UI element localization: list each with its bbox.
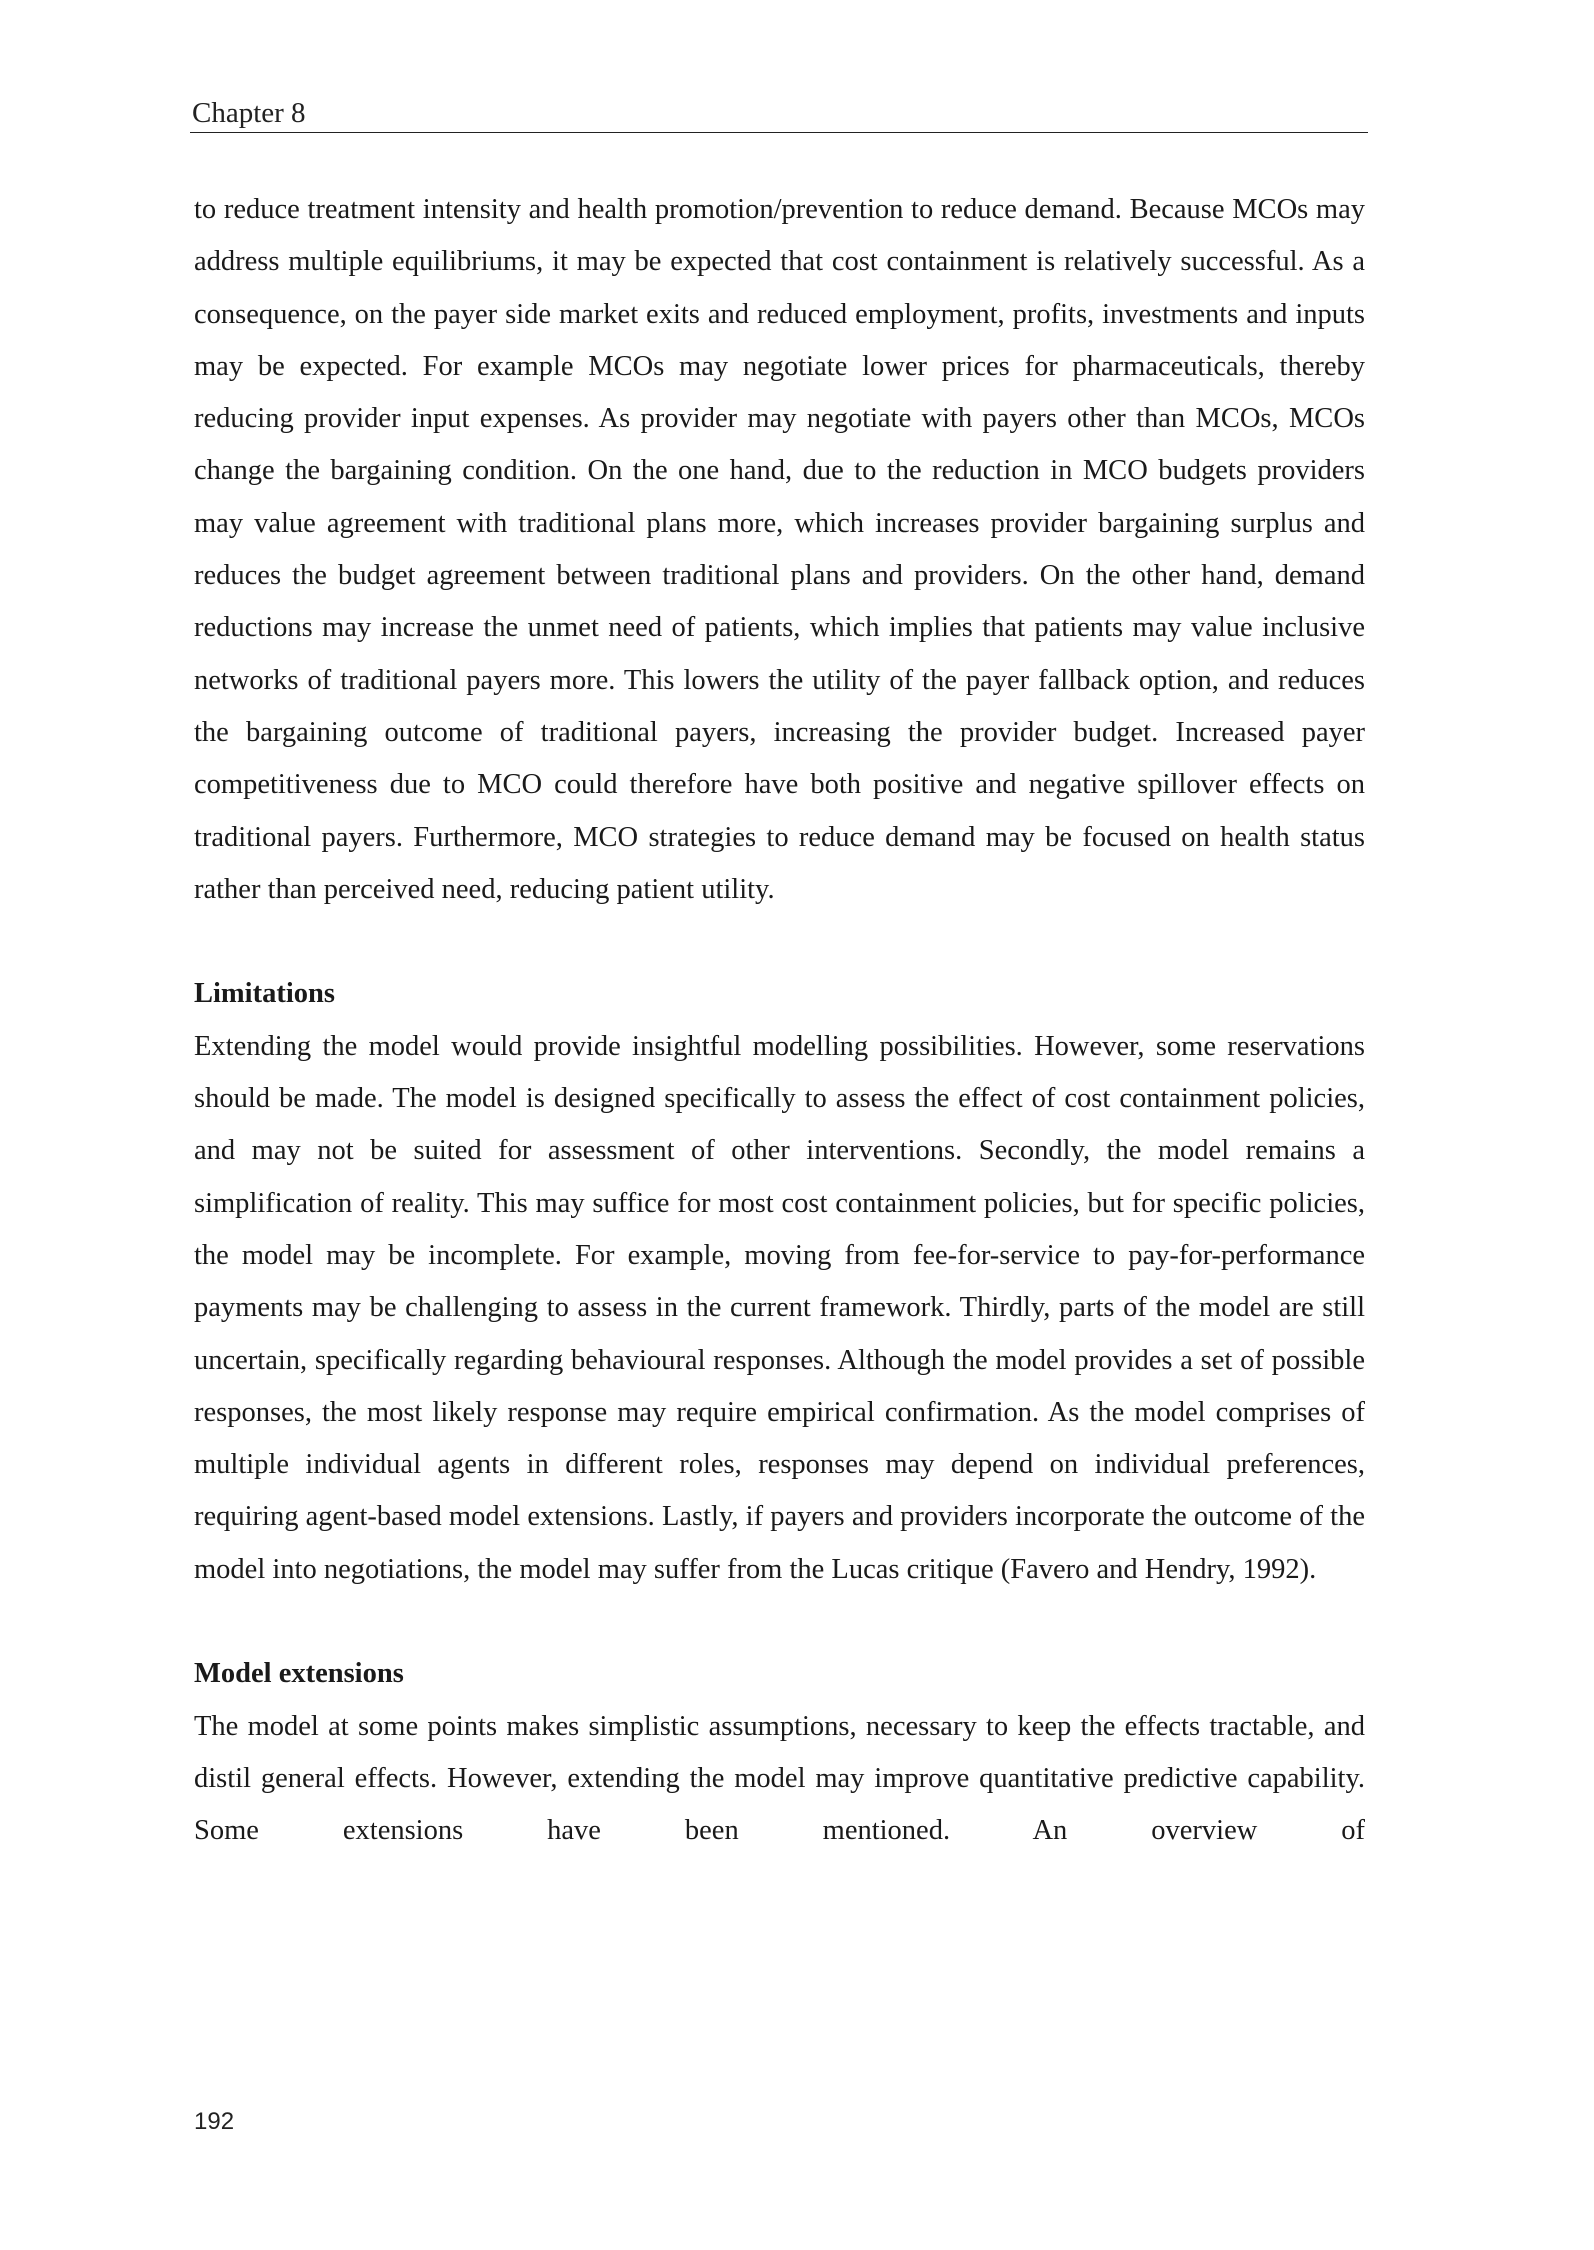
- paragraph-spacer: [194, 1596, 1365, 1648]
- body-paragraph-2: Extending the model would provide insightful modelling possibilities. However, some reservations should be made. The model is designed specifically to assess the effect of cost containment policies, and may not be suited for assessment of other interventions. Secondly, the model remains a simplification of reality. This may suffice for most cost containment policies, but for specific policies, the model may be incomplete. For example, moving from fee-for-service to pay-for-performance payments may be challenging to assess in the current framework. Thirdly, parts of the model are still uncertain, specifically regarding behavioural responses. Although the model provides a set of possible responses, the most likely response may require empirical confirmation. As the model comprises of multiple individual agents in different roles, responses may depend on individual preferences, requiring agent-based model extensions. Lastly, if payers and providers incorporate the outcome of the model into negotiations, the model may suffer from the Lucas critique (Favero and Hendry, 1992).: [194, 1030, 1365, 1585]
- body-paragraph-3: The model at some points makes simplistic assumptions, necessary to keep the effects tractable, and distil general effects. However, extending the model may improve quantitative predictive capability. Some extensions have been mentioned. An overview of: [194, 1710, 1365, 1847]
- paragraph-spacer: [194, 916, 1365, 968]
- section-heading-limitations: Limitations: [194, 978, 335, 1010]
- body-paragraph-1: to reduce treatment intensity and health promotion/prevention to reduce demand. Because MCOs may address multiple equilibriums, it may be expected that cost containment is relatively successful. As a consequence, on the payer side market exits and reduced employment, profits, investments and inputs may be expected. For example MCOs may negotiate lower prices for pharmaceuticals, thereby reducing provider input expenses. As provider may negotiate with payers other than MCOs, MCOs change the bargaining condition. On the one hand, due to the reduction in MCO budgets providers may value agreement with traditional plans more, which increases provider bargaining surplus and reduces the budget agreement between traditional plans and providers. On the other hand, demand reductions may increase the unmet need of patients, which implies that patients may value inclusive networks of traditional payers more. This lowers the utility of the payer fallback option, and reduces the bargaining outcome of traditional payers, increasing the provider budget. Increased payer competitiveness due to MCO could therefore have both positive and negative spillover effects on traditional payers. Furthermore, MCO strategies to reduce demand may be focused on health status rather than perceived need, reducing patient utility.: [194, 194, 1365, 905]
- section-heading-model-extensions: Model extensions: [194, 1658, 404, 1690]
- chapter-title: Chapter 8: [192, 97, 306, 129]
- page-number: 192: [194, 2108, 235, 2135]
- page-body: [194, 184, 1365, 1858]
- running-header: [190, 92, 1368, 133]
